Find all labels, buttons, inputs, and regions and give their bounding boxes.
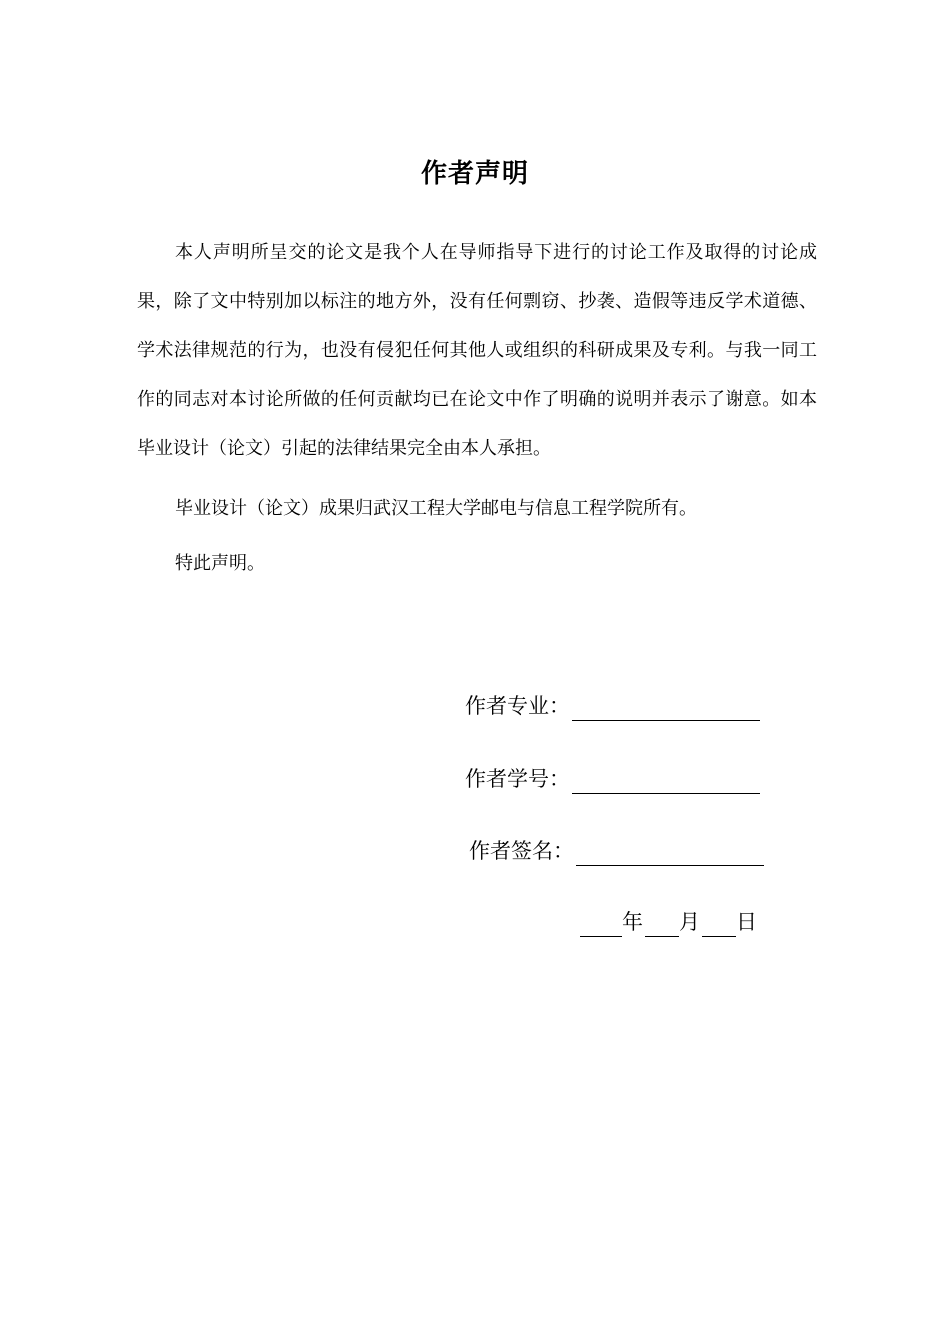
author-student-id-row [465, 764, 760, 794]
author-major-label: 作者专业： [465, 694, 570, 718]
author-major-blank[interactable] [572, 694, 760, 721]
author-student-id-label: 作者学号： [465, 767, 570, 791]
copyright-paragraph: 毕业设计（论文）成果归武汉工程大学邮电与信息工程学院所有。 [175, 498, 697, 519]
author-signature-row [469, 836, 764, 866]
page-title: 作者声明 [420, 159, 529, 189]
day-blank[interactable] [702, 910, 736, 937]
author-signature-label: 作者签名： [469, 839, 574, 863]
declaration-paragraph: 本人声明所呈交的论文是我个人在导师指导下进行的讨论工作及取得的讨论成果，除了文中特别加以标注的地方外，没有任何剽窃、抄袭、造假等违反学术道德、学术法律规范的行为，也没有侵犯任何其他人或组织的科研成果及专利。与我一同工作的同志对本讨论所做的任何贡献均已在论文中作了明确的说明并表示了谢意。如本毕业设计（论文）引起的法律结果完全由本人承担。 [137, 242, 817, 459]
year-blank[interactable] [580, 910, 622, 937]
date-row [580, 907, 757, 937]
month-blank[interactable] [645, 910, 679, 937]
year-label: 年 [622, 910, 643, 934]
closing-paragraph: 特此声明。 [175, 553, 265, 574]
month-label: 月 [679, 910, 700, 934]
day-label: 日 [736, 910, 757, 934]
author-signature-blank[interactable] [576, 839, 764, 866]
author-student-id-blank[interactable] [572, 767, 760, 794]
author-major-row [465, 691, 760, 721]
